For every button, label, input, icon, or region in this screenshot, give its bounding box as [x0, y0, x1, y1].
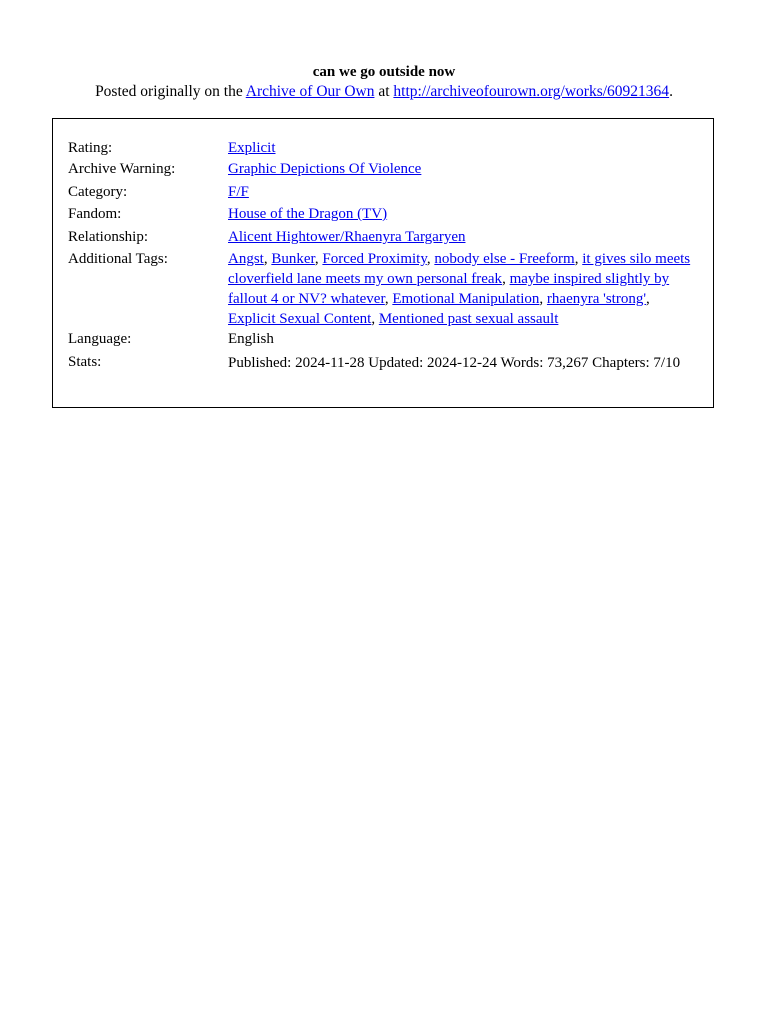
tag-separator: , — [539, 291, 547, 307]
work-url-link[interactable]: http://archiveofourown.org/works/60921364 — [393, 83, 670, 100]
tag-link[interactable]: Forced Proximity — [322, 251, 427, 267]
tag-separator: , — [502, 271, 510, 287]
tag-link[interactable]: Explicit Sexual Content — [228, 311, 372, 327]
tag-link[interactable]: Bunker — [271, 251, 315, 267]
archive-warning-label: Archive Warning: — [68, 161, 176, 177]
work-metadata-box — [52, 118, 714, 408]
archive-link[interactable]: Archive of Our Own — [245, 83, 375, 100]
tag-link[interactable]: nobody else - Freeform — [434, 251, 575, 267]
category-link[interactable]: F/F — [228, 184, 249, 200]
stats-value: Published: 2024-11-28 Updated: 2024-12-24 Words: 73,267 Chapters: 7/10 — [228, 355, 681, 371]
tag-link[interactable]: Emotional Manipulation — [392, 291, 540, 307]
relationship-link[interactable]: Alicent Hightower/Rhaenyra Targaryen — [228, 229, 466, 245]
fandom-label: Fandom: — [68, 206, 122, 222]
additional-tags-list — [228, 249, 700, 329]
additional-tags-label: Additional Tags: — [68, 251, 168, 267]
relationship-label: Relationship: — [68, 229, 148, 245]
tag-separator: , — [314, 251, 323, 267]
tag-link[interactable]: rhaenyra 'strong' — [546, 291, 647, 307]
archive-warning-link[interactable]: Graphic Depictions Of Violence — [228, 161, 422, 177]
work-header — [0, 62, 768, 102]
posted-middle: at — [374, 83, 394, 100]
fandom-link[interactable]: House of the Dragon (TV) — [228, 206, 388, 222]
tag-link[interactable]: Mentioned past sexual assault — [378, 311, 559, 327]
tag-separator: , — [384, 291, 393, 307]
work-title: can we go outside now — [312, 64, 456, 80]
tag-separator: , — [263, 251, 272, 267]
posted-prefix: Posted originally on the — [95, 83, 246, 100]
tag-separator: , — [371, 311, 379, 327]
category-label: Category: — [68, 184, 128, 200]
rating-link[interactable]: Explicit — [228, 140, 276, 156]
language-label: Language: — [68, 331, 132, 347]
tag-link[interactable]: maybe inspired slightly by fallout 4 or NV? whatever — [228, 271, 670, 307]
posted-line — [0, 82, 768, 102]
tag-separator: , — [574, 251, 583, 267]
tag-link[interactable]: it gives silo meets cloverfield lane meets my own personal freak — [228, 251, 691, 287]
posted-suffix: . — [669, 83, 673, 100]
tag-separator: , — [646, 291, 650, 307]
tag-separator: , — [426, 251, 435, 267]
rating-label: Rating: — [68, 140, 113, 156]
language-value: English — [228, 331, 274, 347]
stats-label: Stats: — [68, 354, 102, 370]
tag-link[interactable]: Angst — [228, 251, 264, 267]
